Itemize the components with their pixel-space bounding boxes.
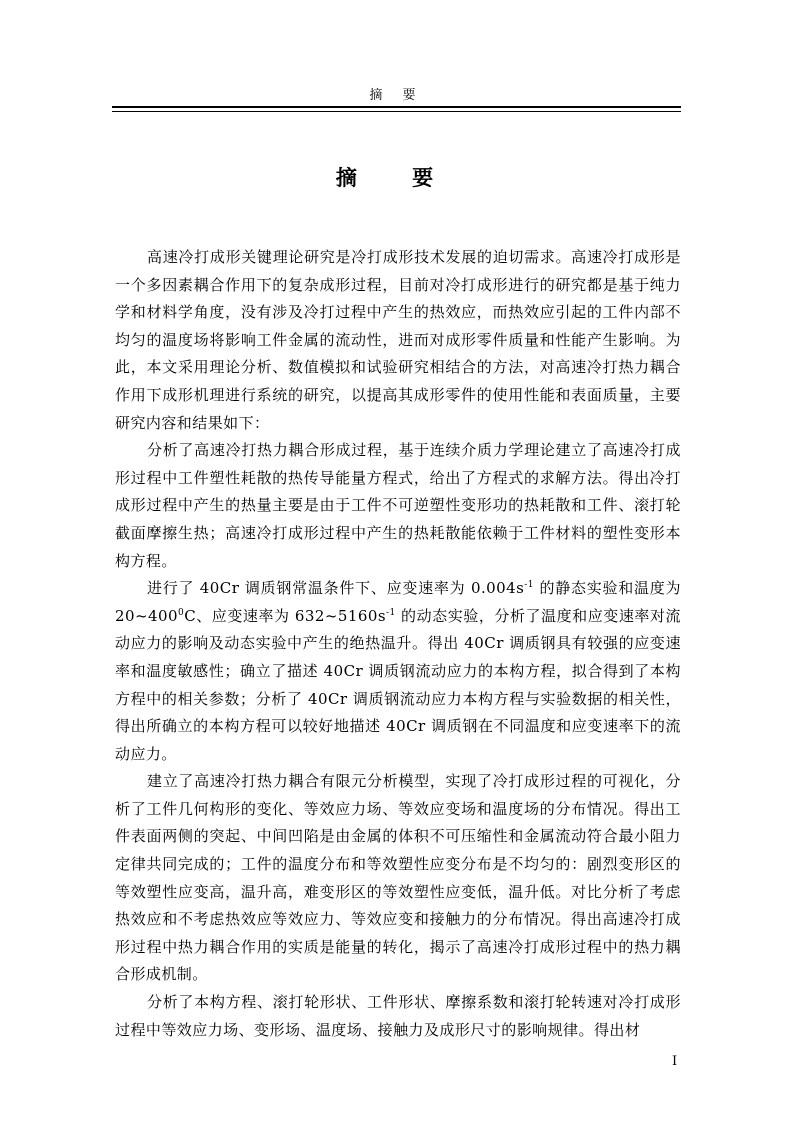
paragraph-4: 建立了高速冷打热力耦合有限元分析模型，实现了冷打成形过程的可视化，分析了工件几何构形的变化、等效应力场、等效应变场和温度场的分布情况。得出工件表面两侧的突起、中间凹陷是由金属的体积不可压缩性和金属流动符合最小阻力定律共同完成的；工件的温度分布和等效塑性应变分布是不均匀的：剧烈变形区的等效塑性应变高，温升高，难变形区的等效塑性应变低，温升低。对比分析了考虑热效应和不考虑热效应等效应力、等效应变和接触力的分布情况。得出高速冷打成形过程中热力耦合作用的实质是能量的转化，揭示了高速冷打成形过程中的热力耦合形成机制。 xyxy=(115,772,681,984)
page-title: 摘 要 xyxy=(335,166,458,191)
header-rule-thin xyxy=(112,111,681,112)
paragraph-3-text-1: 进行了 40Cr 调质钢常温条件下、应变速率为 0.004s xyxy=(147,579,525,598)
paragraph-3-text-4: 的动态实验，分析了温度和应变速率对流动应力的影响及动态实验中产生的绝热温升。得出 40Cr 调质钢具有较强的应变速率和温度敏感性；确立了描述 40Cr 调质钢流动应力的本构方程，拟合得到了本构方程中的相关参数；分析了 40Cr 调质钢流动应力本构方程与实验数据的相关性，得出所确立的本构方程可以较好地描述 40Cr 调质钢在不同温度和应变速率下的流动应力。 xyxy=(115,606,681,763)
paragraph-3-text-2: 的静态实验和温度为 20~400 xyxy=(115,579,681,625)
paragraph-3-text-3: C、应变速率为 632~5160s xyxy=(184,606,387,625)
running-header: 摘 要 xyxy=(369,88,424,103)
paragraph-1: 高速冷打成形关键理论研究是冷打成形技术发展的迫切需求。高速冷打成形是一个多因素耦合作用下的复杂成形过程，目前对冷打成形进行的研究都是基于纯力学和材料学角度，没有涉及冷打过程中产生的热效应，而热效应引起的工件内部不均匀的温度场将影响工件金属的流动性，进而对成形零件质量和性能产生影响。为此，本文采用理论分析、数值模拟和试验研究相结合的方法，对高速冷打热力耦合作用下成形机理进行系统的研究，以提高其成形零件的使用性能和表面质量，主要研究内容和结果如下： xyxy=(115,248,681,432)
paragraph-2: 分析了高速冷打热力耦合形成过程，基于连续介质力学理论建立了高速冷打成形过程中工件塑性耗散的热传导能量方程式，给出了方程式的求解方法。得出冷打成形过程中产生的热量主要是由于工件不可逆塑性变形功的热耗散和工件、滚打轮截面摩擦生热；高速冷打成形过程中产生的热耗散能依赖于工件材料的塑性变形本构方程。 xyxy=(115,441,681,570)
superscript-strain-rate-unit: -1 xyxy=(524,580,534,591)
superscript-strain-rate-unit-2: -1 xyxy=(386,607,396,618)
header-rule-thick xyxy=(112,106,681,108)
superscript-degree: 0 xyxy=(178,607,185,618)
page-number: I xyxy=(672,1054,678,1069)
paragraph-3 xyxy=(115,575,681,768)
abstract-body xyxy=(115,244,681,1044)
paragraph-5: 分析了本构方程、滚打轮形状、工件形状、摩擦系数和滚打轮转速对冷打成形过程中等效应力场、变形场、温度场、接触力及成形尺寸的影响规律。得出材 xyxy=(115,993,681,1039)
